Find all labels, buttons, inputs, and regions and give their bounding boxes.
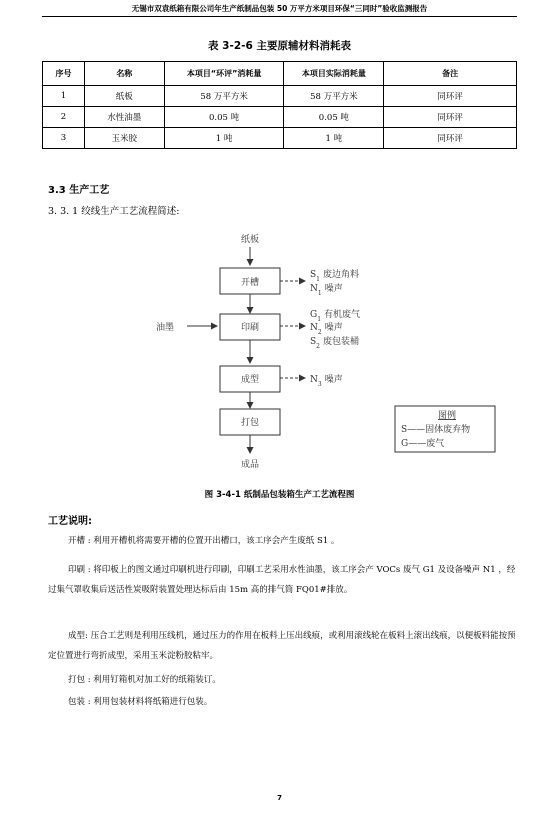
cell-eia: 1 吨 [164, 128, 284, 149]
cell-actual: 0.05 吨 [284, 107, 384, 128]
emission-label: $N_1$ 噪声 [310, 284, 343, 297]
flow-input-label: 纸板 [240, 235, 260, 245]
flow-output-label: 成品 [240, 460, 260, 470]
process-paragraph: 包装 : 利用包装材料将纸箱进行包装。 [68, 697, 213, 707]
report-header: 无锡市双袁纸箱有限公司年生产纸制品包装 50 万平方米项目环保“三同时”验收监测报告 [131, 4, 428, 13]
emission-label: $N_3$ 噪声 [310, 375, 343, 388]
col-header-actual-consumption: 本项目实际消耗量 [284, 62, 384, 86]
cell-eia: 0.05 吨 [164, 107, 284, 128]
process-paragraph: 打包 : 利用钉箱机对加工好的纸箱装订。 [68, 675, 221, 685]
cell-name: 纸板 [84, 86, 164, 107]
step-slotting: 开槽 [240, 278, 260, 288]
cell-actual: 58 万平方米 [284, 86, 384, 107]
cell-index: 3 [43, 128, 85, 149]
col-header-name: 名称 [84, 62, 164, 86]
cell-index: 2 [43, 107, 85, 128]
cell-name: 水性油墨 [84, 107, 164, 128]
col-header-index: 序号 [43, 62, 85, 86]
step-forming: 成型 [240, 375, 260, 385]
emission-label: $G_1$ 有机废气 [310, 310, 361, 323]
step-packing: 打包 [240, 418, 260, 428]
cell-eia: 58 万平方米 [164, 86, 284, 107]
page-number: 7 [277, 794, 282, 802]
cell-remark: 同环评 [384, 107, 517, 128]
cell-index: 1 [43, 86, 85, 107]
cell-remark: 同环评 [384, 128, 517, 149]
process-description-title: 工艺说明: [48, 516, 92, 527]
emission-label: $S_1$ 废边角料 [310, 270, 360, 283]
process-paragraph: 成型: 压合工艺则是利用压线机，通过压力的作用在板料上压出线痕，或利用滚线轮在板料上滚出线痕，以便板料能按预定位置进行弯折成型，采用玉米淀粉胶粘牢。 [48, 631, 516, 661]
legend-item: S——固体废弃物 [401, 425, 471, 435]
section-title: 3.3 生产工艺 [48, 185, 110, 196]
subsection-title: 3. 3. 1 绞线生产工艺流程简述: [48, 206, 180, 217]
legend-title: 图例 [437, 411, 457, 421]
process-paragraph: 开槽 : 利用开槽机将需要开槽的位置开出槽口，该工序会产生废纸 S1 。 [68, 536, 340, 546]
emission-label: $S_2$ 废包装桶 [310, 337, 360, 350]
cell-actual: 1 吨 [284, 128, 384, 149]
emission-label: $N_2$ 噪声 [310, 323, 343, 336]
col-header-eia-consumption: 本项目“环评”消耗量 [164, 62, 284, 86]
legend-item: G——废气 [401, 439, 445, 449]
process-paragraph: 印刷 : 将印板上的图文通过印刷机进行印刷，印刷工艺采用水性油墨，该工序会产 VOCs 废气 G1 及设备噪声 N1 ，经过集气罩收集后送活性炭吸附装置处理达标后由 15m 高的排气筒 FQ01#排放。 [48, 565, 516, 595]
cell-name: 玉米胶 [84, 128, 164, 149]
table-title: 表 3-2-6 主要原辅材料消耗表 [208, 40, 351, 52]
step-printing: 印刷 [240, 323, 260, 333]
figure-caption: 图 3-4-1 纸制品包装箱生产工艺流程图 [204, 490, 355, 500]
cell-remark: 同环评 [384, 86, 517, 107]
col-header-remark: 备注 [384, 62, 517, 86]
ink-input-label: 油墨 [155, 323, 175, 333]
